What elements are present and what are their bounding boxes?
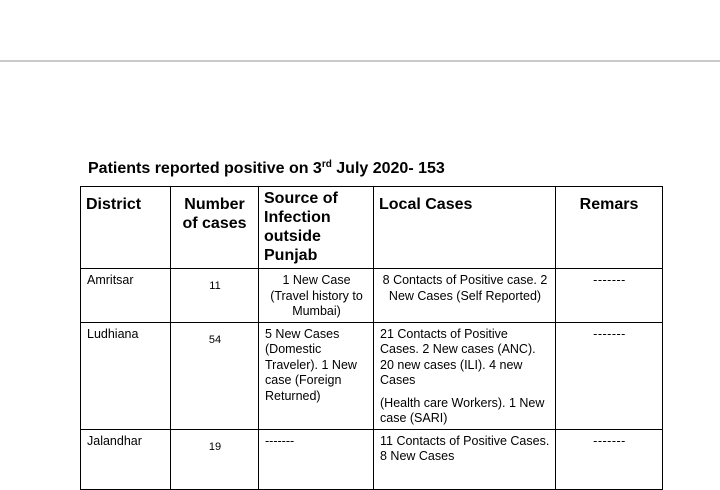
table-header-row	[81, 187, 663, 269]
local-cases-extra: 8 New Cases	[380, 449, 455, 463]
table-row	[81, 269, 663, 323]
remarks-cell: -------	[556, 322, 663, 429]
district-cell: Jalandhar	[81, 429, 171, 489]
local-cases-text: 21 Contacts of Positive Cases. 2 New cases (ANC). 20 new cases (ILI). 4 new Cases	[380, 326, 536, 387]
table-row	[81, 322, 663, 429]
header-district: District	[81, 187, 171, 269]
header-number-of-cases: Number of cases	[171, 187, 259, 269]
remarks-cell: -------	[556, 269, 663, 323]
report-title: Patients reported positive on 3rd July 2020- 153	[88, 159, 445, 177]
district-cell: Ludhiana	[81, 322, 171, 429]
cases-cell: 11	[171, 269, 259, 323]
table-row	[81, 429, 663, 489]
local-cases-text: 11 Contacts of Positive Cases.	[380, 433, 550, 448]
source-cell: -------	[259, 429, 374, 489]
header-source-outside: Source of Infection outside Punjab	[259, 187, 374, 269]
header-remarks: Remars	[556, 187, 663, 269]
cases-cell: 54	[171, 322, 259, 429]
source-cell: 1 New Case (Travel history to Mumbai)	[259, 269, 374, 323]
local-cases-extra: (Health care Workers). 1 New case (SARI)	[380, 395, 545, 425]
source-cell: 5 New Cases (Domestic Traveler). 1 New case (Foreign Returned)	[259, 322, 374, 429]
top-divider	[0, 60, 720, 62]
district-cell: Amritsar	[81, 269, 171, 323]
date-superscript: rd	[321, 159, 332, 170]
header-local-cases: Local Cases	[374, 187, 556, 269]
remarks-cell: -------	[556, 429, 663, 489]
cases-table	[80, 186, 663, 490]
local-cases-cell: 8 Contacts of Positive case. 2 New Cases (Self Reported)	[374, 269, 556, 323]
local-cases-cell	[374, 429, 556, 489]
local-cases-cell	[374, 322, 556, 429]
cases-cell: 19	[171, 429, 259, 489]
